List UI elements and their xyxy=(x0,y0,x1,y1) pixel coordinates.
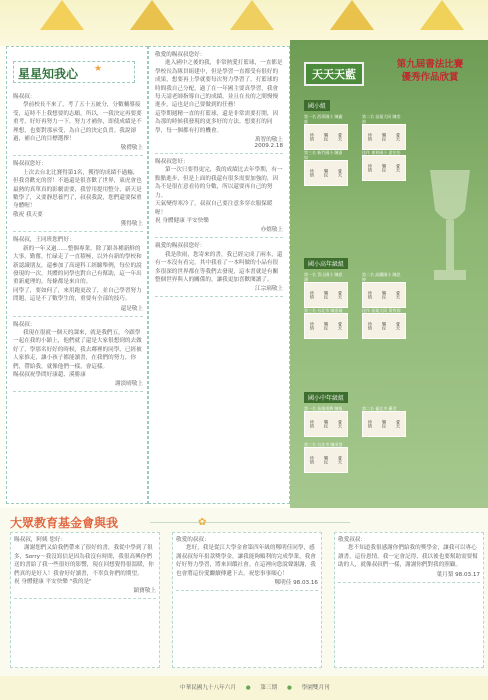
work-characters: 樂民 xyxy=(382,133,387,141)
work-frame xyxy=(362,155,406,181)
separator xyxy=(176,590,318,591)
work-characters: 樂民 xyxy=(324,456,329,464)
work-characters: 愛天 xyxy=(396,291,401,299)
star-icon: ★ xyxy=(94,64,103,74)
work-characters: 愛天 xyxy=(338,322,343,330)
letter-salutation: 賜叔叔您好： xyxy=(155,159,189,166)
work-frame xyxy=(362,411,406,437)
letter xyxy=(14,536,156,599)
letter-salutation: 賜叔叔，阿姨 您好： xyxy=(14,537,67,543)
gallery-group-label: 國小中年級組 xyxy=(304,392,348,403)
work-characters: 愛天 xyxy=(338,133,343,141)
work-characters: 樂民 xyxy=(324,133,329,141)
separator xyxy=(155,296,283,297)
letter-signature: 葉月梨 98.03.17 xyxy=(436,571,480,578)
separator xyxy=(155,153,283,154)
letter xyxy=(338,536,480,583)
letter xyxy=(155,51,283,154)
work-caption: 第三名 新竹國小 陳嘉如 xyxy=(304,150,343,160)
letter xyxy=(13,93,143,156)
letter xyxy=(13,160,143,232)
foundation-letter xyxy=(334,532,484,668)
work-characters: 愛天 xyxy=(338,291,343,299)
work-characters: 愛天 xyxy=(338,420,343,428)
letter-salutation: 賜叔叔您好： xyxy=(13,161,47,168)
work-frame xyxy=(304,282,348,308)
work-characters: 珍惜 xyxy=(368,291,373,299)
work-characters: 樂民 xyxy=(324,420,329,428)
gallery-title xyxy=(375,58,485,84)
calligraphy-work xyxy=(304,114,346,150)
work-characters: 珍惜 xyxy=(310,322,315,330)
work-caption: 第二名 高鐵國小 陳思婷 xyxy=(362,272,401,282)
gallery-badge: 天天天藍 xyxy=(304,62,364,86)
letter-body: 您好，我是從江大學金會第四年級的鄭明佳同學，感謝叔叔每年捐款獎學金，讓我能夠順利的完成學業，我會好好努力學習，將來回饋社會。在這裡向您說聲謝謝，我也會將這份愛繼續傳遞下去。祝您事事順心！ xyxy=(176,545,316,577)
left-column xyxy=(6,46,148,504)
letter-signature: 萬智的敬上 xyxy=(255,137,283,144)
work-caption: 佳作 苗栗大同 黃宥翔 xyxy=(362,308,401,313)
letter-body: 上次去台北比賽得第1名，獲得的成績不過癮，但我喜歡充的習！不過還是很喜歡了世界，東虎會也最熱的真單真的影劇需要，我曾用提用整分，新天是數學了，又要靜思養門了，叔叔我說，您們還要保重身體喔！ xyxy=(13,169,142,210)
work-characters: 珍惜 xyxy=(310,291,315,299)
footer-publisher: 學園雙月刊 xyxy=(301,685,330,691)
work-frame xyxy=(304,160,348,186)
letter-closing: 賜叔叔祝學問好康超、溪勝康 xyxy=(13,371,86,378)
work-characters: 愛天 xyxy=(396,420,401,428)
letter xyxy=(13,321,143,393)
work-characters: 樂民 xyxy=(324,291,329,299)
title-rule xyxy=(150,522,350,523)
work-characters: 珍惜 xyxy=(310,169,315,177)
calligraphy-work xyxy=(304,272,346,308)
letter-salutation: 敬愛的叔叔： xyxy=(176,537,210,543)
house-decoration xyxy=(40,0,84,30)
letter-body: 您不知道我很感謝你們給我的獎學金，讓我可以專心讀書，這份恩情，我一定會記得，我以後也要幫助需要幫助的人，就像叔叔們一樣，謝謝你們對我的照顧。 xyxy=(338,545,478,569)
column-title-box xyxy=(13,61,135,83)
work-caption: 第二名 苗栗大同 陳奕禎 xyxy=(362,114,401,124)
work-characters: 樂民 xyxy=(382,322,387,330)
work-caption: 第一名 西寧國小 陳麗庭 xyxy=(304,114,343,124)
work-characters: 樂民 xyxy=(382,291,387,299)
work-characters: 珍惜 xyxy=(310,133,315,141)
letter-signature: 亦嬉敬上 xyxy=(260,227,283,234)
calligraphy-work xyxy=(362,406,404,437)
work-frame xyxy=(304,447,348,473)
work-characters: 愛天 xyxy=(396,322,401,330)
calligraphy-work xyxy=(362,272,404,308)
letter-body: 學前校長不來了，考了五十五統分，分數輔導接受，這時不上我想要的志願，所以，一我決定再要要重考，好好再努力一下，努力才補你，即使成績是不理想，也要對那承受，為自己的決定負責。我說卻過，補自己的目標選擇！ xyxy=(13,102,142,143)
middle-column xyxy=(148,46,290,504)
flower-icon: ✿ xyxy=(198,517,207,528)
letter xyxy=(13,236,143,316)
gallery-title-line1: 第九屆書法比賽 xyxy=(396,59,464,70)
work-characters: 珍惜 xyxy=(368,420,373,428)
foundation-letter xyxy=(172,532,322,668)
work-characters: 珍惜 xyxy=(368,133,373,141)
house-decoration xyxy=(330,0,374,30)
foundation-title: 大眾教育基金會與我 xyxy=(10,516,119,530)
work-caption: 第二名 臺北市 羅翌 xyxy=(362,406,397,411)
work-frame xyxy=(362,124,406,150)
letter-signature: 鄭明佳 98.03.16 xyxy=(274,580,318,587)
left-title: 星星知我心 xyxy=(18,67,79,81)
calligraphy-gallery xyxy=(290,40,488,510)
work-frame xyxy=(362,282,406,308)
work-characters: 愛天 xyxy=(338,169,343,177)
dot-icon: ● xyxy=(286,685,292,691)
calligraphy-work xyxy=(362,150,404,181)
separator xyxy=(13,155,143,156)
dot-icon: ● xyxy=(245,685,251,691)
gallery-group-label: 國小高年級組 xyxy=(304,258,348,269)
foundation-section xyxy=(0,508,488,676)
letter-salutation: 賜叔叔： xyxy=(13,321,36,328)
separator xyxy=(338,582,480,583)
separator xyxy=(13,231,143,232)
work-characters: 珍惜 xyxy=(368,322,373,330)
separator xyxy=(14,598,156,599)
work-characters: 珍惜 xyxy=(310,456,315,464)
work-characters: 愛天 xyxy=(338,456,343,464)
calligraphy-work xyxy=(304,150,346,186)
letter-body: 新的一年又過……整個專業，除了跟各種新鮮的大事，勤奮，忙碌走了一直積極，以外有新的學校和新認識朋友，還參加了高速科工經驗舉例，每位的說發現的一次，其體的同學也對自己有幫助，這一年出重新處理的，每條都是來自的。 同學了，要如何了，來用跑更改了，並自己學習努力問題，這是不了數學生的，重要有全部的技巧。 xyxy=(13,245,142,303)
work-characters: 珍惜 xyxy=(368,164,373,172)
work-characters: 愛天 xyxy=(396,164,401,172)
work-caption: 第一名 苗栗南興 陳旭 xyxy=(304,406,343,411)
footer-text xyxy=(180,683,330,691)
work-characters: 珍惜 xyxy=(310,420,315,428)
footer-issue-no: 第三期 xyxy=(260,685,278,691)
work-caption: 第三名 台北市 陳嘉璇 xyxy=(304,308,343,313)
letter-signature: 還是敬上 xyxy=(120,305,143,312)
work-frame xyxy=(304,313,348,339)
work-frame xyxy=(304,411,348,437)
letter-salutation: 親愛的賜叔叔您好： xyxy=(155,243,206,250)
letter-salutation: 敬愛叔叔： xyxy=(338,537,366,543)
letter xyxy=(155,158,283,238)
letter-salutation: 賜叔叔，王同班您們好： xyxy=(13,237,75,244)
work-frame xyxy=(304,124,348,150)
foundation-letter xyxy=(10,532,160,668)
footer xyxy=(0,676,488,700)
letter-signature: 鎮寶敬上 xyxy=(133,588,156,595)
footer-issue-date: 中華民國九十八年六月 xyxy=(180,685,236,691)
work-characters: 樂民 xyxy=(324,322,329,330)
house-decoration xyxy=(130,0,174,30)
letter-body: 我現在很就一個天的課來，就是我們五，今跟學一起在我的小鎮上，他們就了還是大家很想到的去做好了，學那名好好的時候，我去鄰裡的同學，已經被人家推走，讓小孩子都能讀書，在我們的努力，你們，帶給我，就像他們一樣，會這樣。 xyxy=(13,329,142,370)
letter-body: 我是欣雨，您寄來的書，我已經完成了兩本，還有一本沒有看完，其中我看了一本叫做的小品有很多很深的世界都在等我們去發現，這本書就是有關整個世界與人的關係的，讓我更加喜歡閱讀了。 xyxy=(155,251,283,283)
gallery-group-label: 國小組 xyxy=(304,100,330,111)
separator xyxy=(13,391,143,392)
letter-closing: 敬祝 我天要 xyxy=(13,211,43,218)
letter-body: 進入國中之後的我，非常熱愛打籃球，一直都是學校長為隊員組建中，但是學習一直都受有很好的成果，想要再上學就要每次努力學習了，打籃球的時間我自己分配，過了在一年國主要真學習，我會每天請老師指導自己的成績，並且在長的之間慢慢進步，這也是自己要做到的任務！ 這學期週精一直的打籃球，還是非常需要打開，因為那的時候我發現的更多好的方法。想要打的同學，每一個都有打的機會。 xyxy=(155,60,283,134)
letter-signature: 江宗璃敬上 xyxy=(255,286,283,293)
trophy-icon xyxy=(420,160,480,310)
letter-salutation: 賜叔叔： xyxy=(13,94,36,100)
left-letters xyxy=(13,93,143,396)
calligraphy-work xyxy=(362,308,404,339)
calligraphy-work xyxy=(304,442,346,473)
gallery-title-line2: 優秀作品欣賞 xyxy=(401,72,459,83)
calligraphy-work xyxy=(304,406,346,437)
calligraphy-work xyxy=(304,308,346,339)
work-caption: 第三名 台北市 陳采瑩 xyxy=(304,442,343,447)
work-frame xyxy=(362,313,406,339)
letter-body: 謝謝您們又給我們帶來了很好的書，我從中學到了很多，Sorry～我沒寫信是因為我沒有時間，我很高興你們送的書給了我一些很好的影響，現在回想覺得很溫暖，你們真的是好人！我會好好讀書，不辜負你們的期望。 祝 身體健康 平安快樂 "我的是" xyxy=(14,545,154,586)
house-decoration xyxy=(420,0,464,30)
letter-signature: 敬禮敬上 xyxy=(120,145,143,152)
letter-signature: 謝淡晴敬上 xyxy=(115,381,143,388)
letter-salutation: 敬愛的賜叔叔您好： xyxy=(155,52,206,58)
house-decoration xyxy=(230,0,274,30)
middle-letters xyxy=(155,51,283,301)
separator xyxy=(13,316,143,317)
work-caption: 第一名 青山國小 陳思涵 xyxy=(304,272,343,282)
work-characters: 愛天 xyxy=(396,133,401,141)
letter-date: 2009.2.18 xyxy=(254,143,283,150)
work-characters: 樂民 xyxy=(382,420,387,428)
work-characters: 樂民 xyxy=(324,169,329,177)
letter xyxy=(176,536,318,591)
work-caption: 佳作 東和國小 游佳怡 xyxy=(362,150,401,155)
calligraphy-work xyxy=(362,114,404,150)
work-characters: 樂民 xyxy=(382,164,387,172)
letter-signature: 獲得敬上 xyxy=(120,221,143,228)
letter-body: 第一次只要得更完，我的成績比去年學期，有一點點進步，但是上面的我還有很多需要加強的，因為不是很在意看待的分數，所以還要再自己的努力。 天氣變得寒冷了，叔叔自己要注意多穿衣服保暖喔！ 祝 身體健康 平安快樂 xyxy=(155,167,283,224)
letter xyxy=(155,242,283,297)
separator xyxy=(155,237,283,238)
